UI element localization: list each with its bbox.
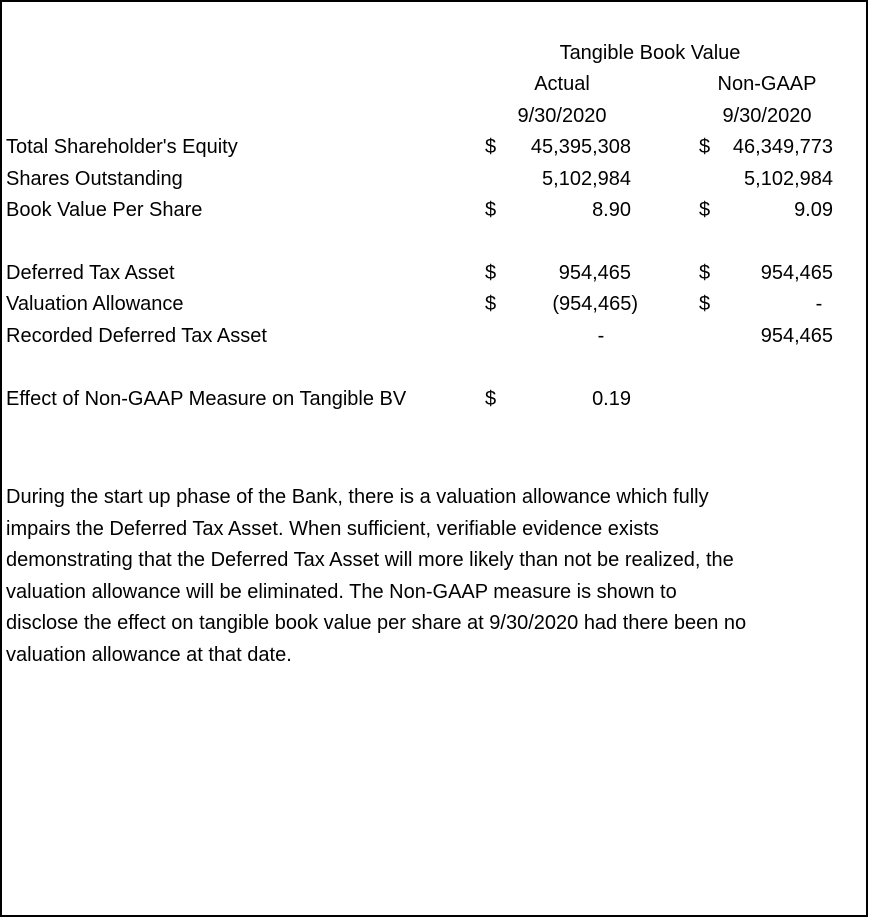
row-label-dta: Deferred Tax Asset — [6, 262, 175, 284]
paragraph-line: impairs the Deferred Tax Asset. When sufficient, verifiable evidence exists — [6, 517, 659, 540]
value-equity-nongaap: 46,349,773 — [732, 136, 833, 158]
value-recorded-nongaap: 954,465 — [760, 325, 833, 347]
column-header-actual: Actual — [534, 73, 590, 95]
column-date-actual: 9/30/2020 — [517, 105, 607, 127]
value-bvps-nongaap: 9.09 — [794, 199, 833, 221]
value-valuation-nongaap: - — [815, 293, 823, 315]
row-label-valuation: Valuation Allowance — [6, 293, 184, 315]
dollar-sign: $ — [485, 262, 497, 284]
column-header-nongaap: Non-GAAP — [717, 73, 817, 95]
row-label-equity: Total Shareholder's Equity — [6, 136, 238, 158]
dollar-sign: $ — [699, 293, 711, 315]
row-label-bvps: Book Value Per Share — [6, 199, 203, 221]
row-label-recorded: Recorded Deferred Tax Asset — [6, 325, 267, 347]
value-valuation-actual: (954,465) — [552, 293, 638, 315]
paragraph-line: valuation allowance at that date. — [6, 643, 292, 666]
row-label-effect: Effect of Non-GAAP Measure on Tangible BV — [6, 388, 407, 410]
explanatory-paragraph — [6, 482, 846, 671]
value-dta-nongaap: 954,465 — [760, 262, 833, 284]
paragraph-line: During the start up phase of the Bank, there is a valuation allowance which fully — [6, 486, 709, 508]
dollar-sign: $ — [699, 262, 711, 284]
dollar-sign: $ — [485, 199, 497, 221]
dollar-sign: $ — [699, 199, 711, 221]
value-bvps-actual: 8.90 — [592, 199, 631, 221]
paragraph-line: valuation allowance will be eliminated. The Non-GAAP measure is shown to — [6, 580, 677, 603]
dollar-sign: $ — [485, 388, 497, 410]
value-shares-nongaap: 5,102,984 — [744, 168, 833, 190]
dollar-sign: $ — [699, 136, 711, 158]
value-effect-actual: 0.19 — [592, 388, 631, 410]
row-label-shares: Shares Outstanding — [6, 168, 183, 190]
table-title: Tangible Book Value — [559, 42, 741, 64]
column-date-nongaap: 9/30/2020 — [722, 105, 812, 127]
dollar-sign: $ — [485, 136, 497, 158]
paragraph-line: disclose the effect on tangible book value per share at 9/30/2020 had there been no — [6, 612, 747, 634]
value-shares-actual: 5,102,984 — [542, 168, 631, 190]
value-equity-actual: 45,395,308 — [530, 136, 631, 158]
dollar-sign: $ — [485, 293, 497, 315]
value-recorded-actual: - — [597, 325, 605, 347]
paragraph-line: demonstrating that the Deferred Tax Asset will more likely than not be realized, the — [6, 549, 734, 571]
value-dta-actual: 954,465 — [558, 262, 631, 284]
